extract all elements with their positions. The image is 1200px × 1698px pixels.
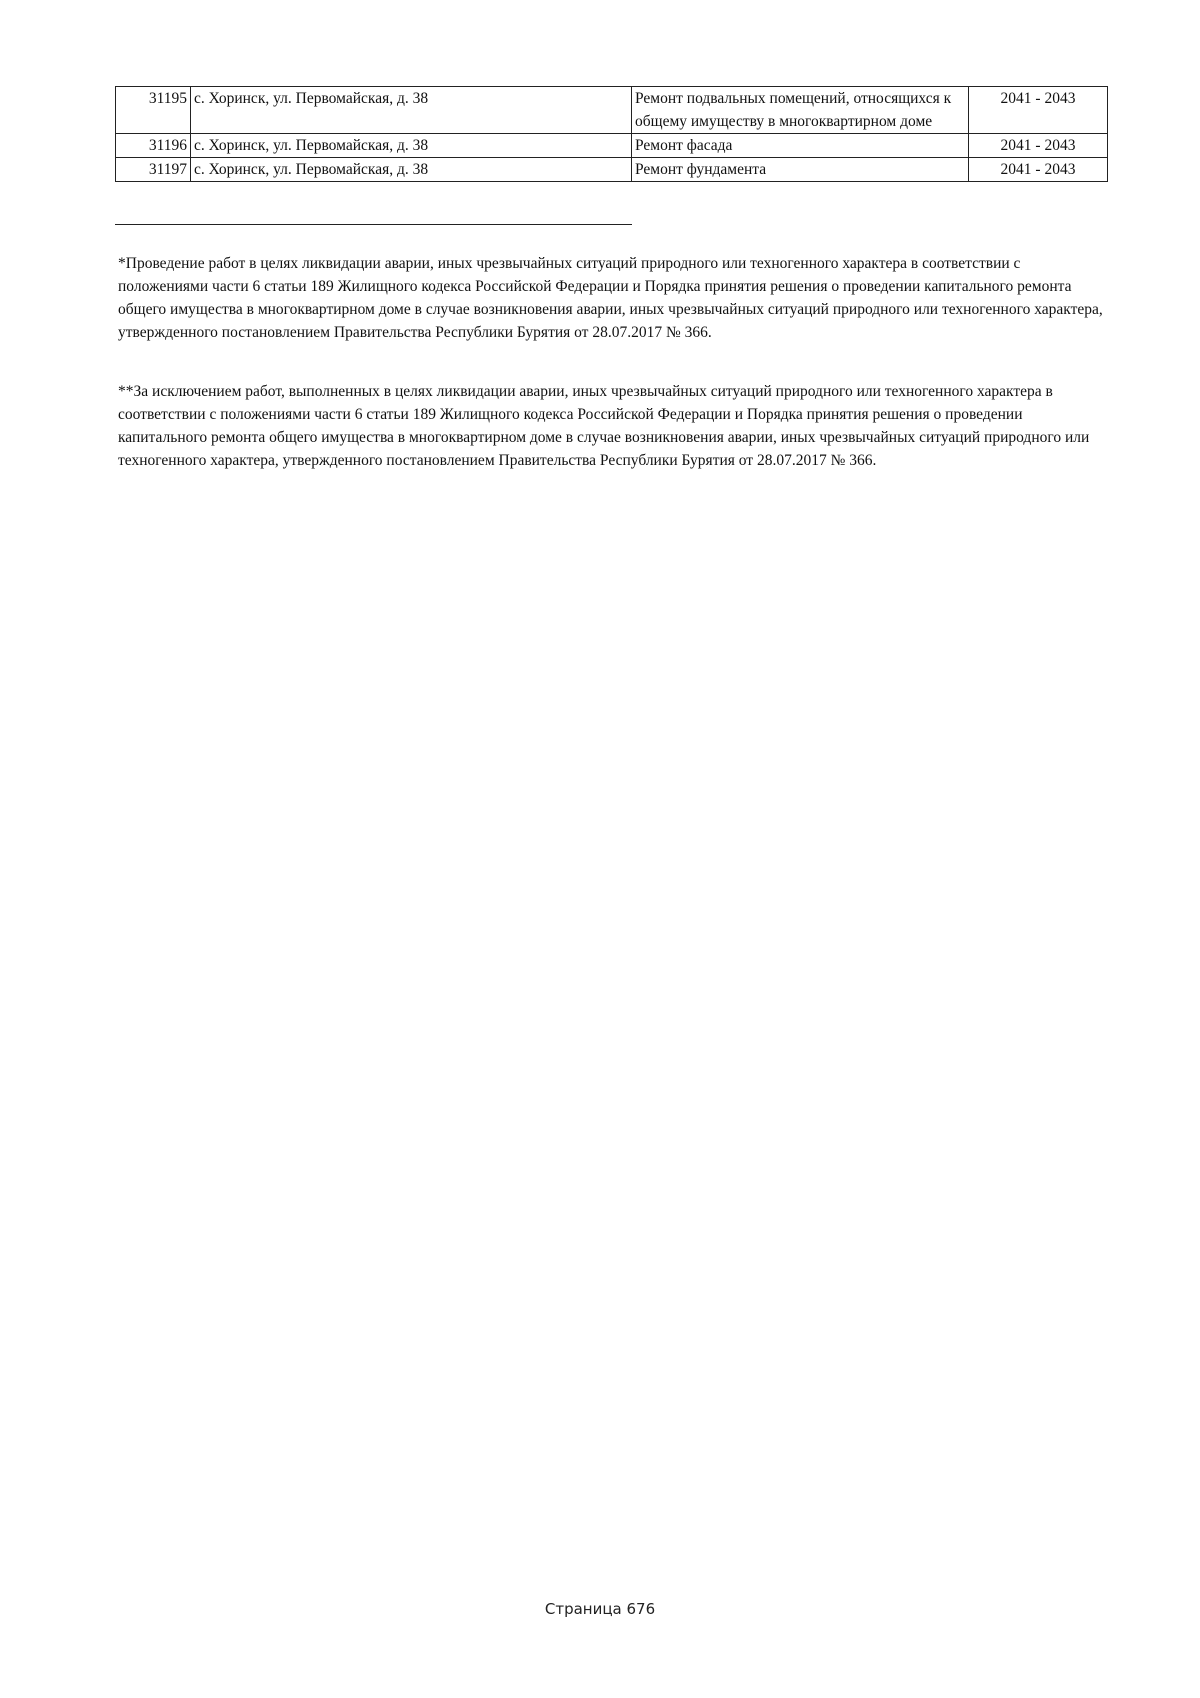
footnote-2: **За исключением работ, выполненных в целях ликвидации аварии, иных чрезвычайных ситуаций природного или техногенного характера в соответствии с положениями части 6 статьи 189 Жилищного кодекса Российской Федерации и Порядка принятия решения о проведении капитального ремонта общего имущества в многоквартирном доме в случае возникновения аварии, иных чрезвычайных ситуаций природного или техногенного характера, утвержденного постановлением Правительства Республики Бурятия от 28.07.2017 № 366. — [118, 383, 1090, 469]
footnote-divider — [115, 224, 632, 225]
page-number: Страница 676 — [544, 1600, 656, 1618]
row-address: с. Хоринск, ул. Первомайская, д. 38 — [191, 134, 632, 158]
table-row — [116, 87, 1108, 134]
row-number: 31197 — [116, 158, 191, 182]
footnote-1: *Проведение работ в целях ликвидации аварии, иных чрезвычайных ситуаций природного или техногенного характера в соответствии с положениями части 6 статьи 189 Жилищного кодекса Российской Федерации и Порядка принятия решения о проведении капитального ремонта общего имущества в многоквартирном доме в случае возникновения аварии, иных чрезвычайных ситуаций природного или техногенного характера, утвержденного постановлением Правительства Республики Бурятия от 28.07.2017 № 366. — [118, 255, 1103, 341]
row-address: с. Хоринск, ул. Первомайская, д. 38 — [191, 87, 632, 134]
row-period: 2041 - 2043 — [969, 87, 1108, 134]
works-table — [115, 86, 1108, 182]
row-period: 2041 - 2043 — [969, 158, 1108, 182]
row-work-type: Ремонт фундамента — [632, 158, 969, 182]
row-number: 31195 — [116, 87, 191, 134]
row-number: 31196 — [116, 134, 191, 158]
table-row — [116, 134, 1108, 158]
row-work-type: Ремонт фасада — [632, 134, 969, 158]
row-period: 2041 - 2043 — [969, 134, 1108, 158]
row-work-type: Ремонт подвальных помещений, относящихся к общему имуществу в многоквартирном доме — [632, 87, 969, 134]
table-row — [116, 158, 1108, 182]
row-address: с. Хоринск, ул. Первомайская, д. 38 — [191, 158, 632, 182]
